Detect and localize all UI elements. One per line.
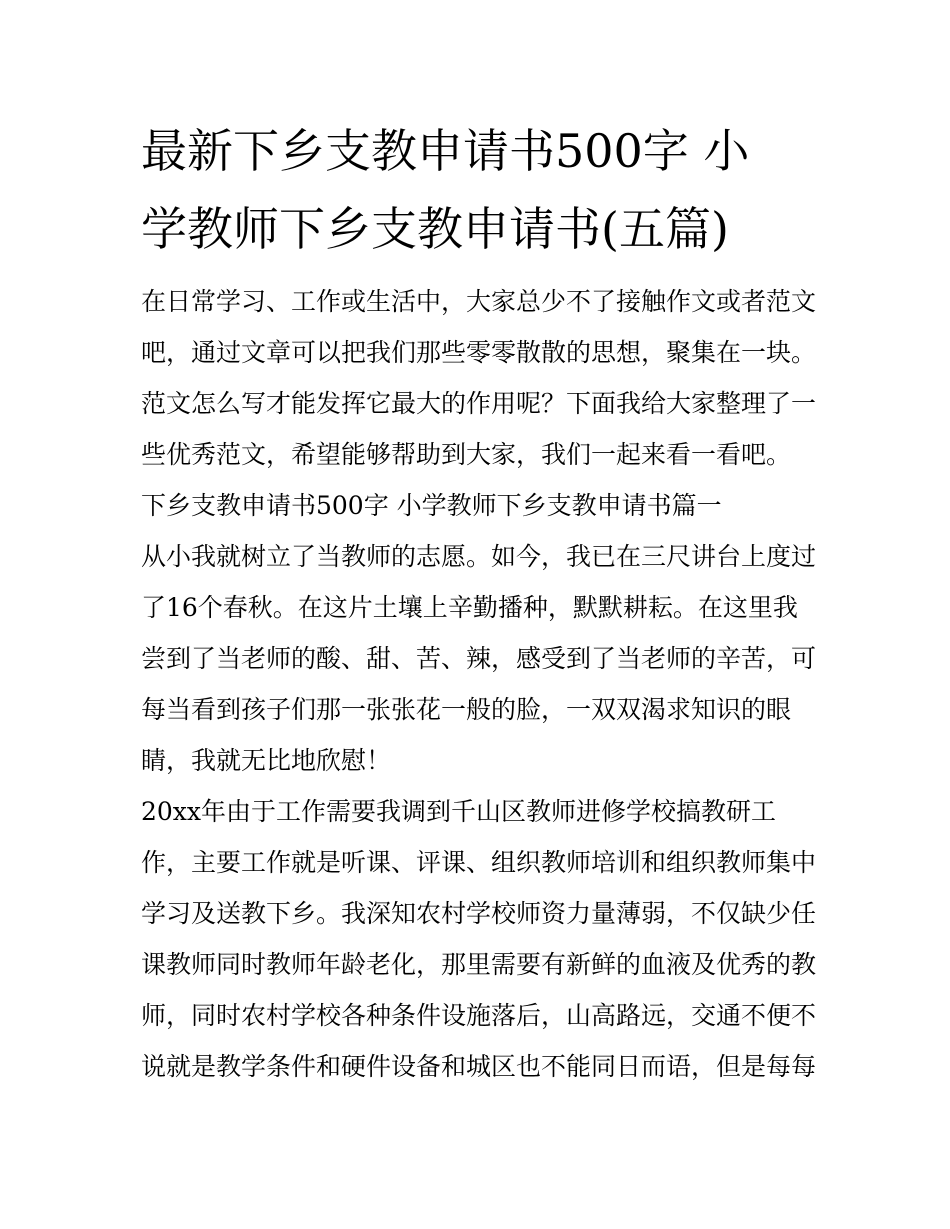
body-line: 20xx年由于工作需要我调到千山区教师进修学校搞教研工 [141, 797, 777, 826]
body-line: 课教师同时教师年龄老化，那里需要有新鲜的血液及优秀的教 [141, 950, 817, 979]
body-line: 作，主要工作就是听课、评课、组织教师培训和组织教师集中 [141, 848, 817, 877]
body-line: 学习及送教下乡。我深知农村学校师资力量薄弱，不仅缺少任 [141, 899, 817, 928]
body-line: 吧，通过文章可以把我们那些零零散散的思想，聚集在一块。 [141, 338, 817, 367]
section-heading: 下乡支教申请书500字 小学教师下乡支教申请书篇一 [141, 491, 722, 520]
body-line: 些优秀范文，希望能够帮助到大家，我们一起来看一看吧。 [141, 440, 792, 469]
document-body [141, 276, 821, 1092]
title-line-1: 最新下乡支教申请书500字 小 [141, 124, 750, 178]
title-line-2: 学教师下乡支教申请书(五篇) [141, 202, 729, 256]
body-line: 睛，我就无比地欣慰！ [141, 746, 392, 775]
body-line: 尝到了当老师的酸、甜、苦、辣，感受到了当老师的辛苦，可 [141, 644, 817, 673]
document-title [141, 112, 821, 268]
body-line: 在日常学习、工作或生活中，大家总少不了接触作文或者范文 [141, 287, 817, 316]
body-line: 范文怎么写才能发挥它最大的作用呢？下面我给大家整理了一 [141, 389, 817, 418]
body-line: 每当看到孩子们那一张张花一般的脸，一双双渴求知识的眼 [141, 695, 792, 724]
body-line: 师，同时农村学校各种条件设施落后，山高路远，交通不便不 [141, 1001, 817, 1030]
body-line: 说就是教学条件和硬件设备和城区也不能同日而语，但是每每 [141, 1052, 817, 1081]
body-line: 从小我就树立了当教师的志愿。如今，我已在三尺讲台上度过 [141, 542, 817, 571]
body-line: 了16个春秋。在这片土壤上辛勤播种，默默耕耘。在这里我 [141, 593, 798, 622]
